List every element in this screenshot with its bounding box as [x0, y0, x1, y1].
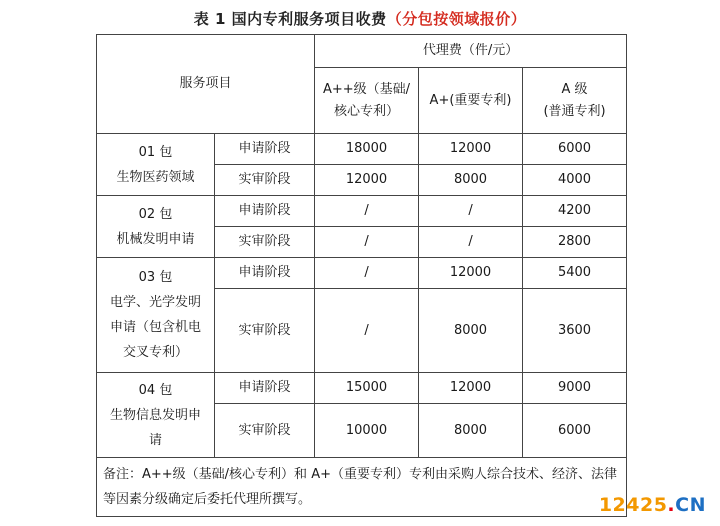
stage-cell: 实审阶段 — [215, 404, 315, 458]
price-cell: 5400 — [523, 258, 627, 289]
caption-highlight: （分包按领域报价） — [386, 10, 527, 28]
package-label-line: 请 — [148, 432, 162, 448]
watermark-cn: CN — [675, 494, 706, 516]
header-col-b-line2: (普通专利) — [543, 103, 606, 119]
header-col-a: A+(重要专利) — [419, 68, 523, 134]
stage-cell: 申请阶段 — [215, 196, 315, 227]
price-cell: 4000 — [523, 165, 627, 196]
package-label — [97, 373, 215, 458]
stage-cell: 实审阶段 — [215, 227, 315, 258]
package-label-line: 申请（包含机电 — [109, 320, 201, 335]
header-col-app — [315, 68, 419, 134]
price-cell: 4200 — [523, 196, 627, 227]
price-cell: 12000 — [315, 165, 419, 196]
price-cell: 9000 — [523, 373, 627, 404]
package-label-line: 01 包 — [138, 144, 173, 160]
header-col-app-line2: 核心专利） — [334, 103, 400, 119]
stage-cell: 申请阶段 — [215, 134, 315, 165]
table-note: 备注：A++级（基础/核心专利）和 A+（重要专利）专利由采购人综合技术、经济、法律等因素分级确定后委托代理所撰写。 — [97, 458, 627, 517]
header-col-b-line1: A 级 — [561, 81, 588, 97]
stage-cell: 申请阶段 — [215, 373, 315, 404]
price-cell: 2800 — [523, 227, 627, 258]
price-cell: 8000 — [419, 289, 523, 373]
site-watermark — [599, 494, 706, 516]
header-service-item: 服务项目 — [97, 35, 315, 134]
package-label-line: 生物医药领域 — [116, 169, 195, 185]
stage-cell: 申请阶段 — [215, 258, 315, 289]
header-col-b — [523, 68, 627, 134]
package-label-line: 交叉专利） — [122, 345, 188, 360]
price-cell: 8000 — [419, 404, 523, 458]
watermark-number: 12425 — [598, 494, 668, 516]
price-cell: 12000 — [419, 134, 523, 165]
stage-cell: 实审阶段 — [215, 289, 315, 373]
table-caption — [0, 8, 720, 29]
price-cell: 3600 — [523, 289, 627, 373]
watermark-dot: . — [667, 494, 676, 516]
price-cell: / — [419, 196, 523, 227]
fee-table — [96, 34, 627, 517]
package-label — [97, 196, 215, 258]
package-label-line: 04 包 — [138, 382, 173, 398]
header-col-app-line1: A++级（基础/ — [322, 81, 411, 97]
price-cell: / — [315, 196, 419, 227]
price-cell: 6000 — [523, 134, 627, 165]
price-cell: 6000 — [523, 404, 627, 458]
package-label-line: 02 包 — [138, 206, 173, 222]
price-cell: / — [315, 289, 419, 373]
price-cell: 12000 — [419, 258, 523, 289]
price-cell: 18000 — [315, 134, 419, 165]
price-cell: 10000 — [315, 404, 419, 458]
package-label-line: 电学、光学发明 — [109, 295, 201, 310]
header-agency-fee: 代理费（件/元） — [315, 35, 627, 68]
price-cell: / — [315, 258, 419, 289]
price-cell: 12000 — [419, 373, 523, 404]
package-label-line: 机械发明申请 — [116, 231, 195, 247]
package-label-line: 03 包 — [138, 270, 173, 285]
package-label-line: 生物信息发明申 — [109, 407, 201, 423]
stage-cell: 实审阶段 — [215, 165, 315, 196]
price-cell: / — [419, 227, 523, 258]
price-cell: / — [315, 227, 419, 258]
package-label — [97, 134, 215, 196]
package-label — [97, 258, 215, 373]
caption-title: 表 1 国内专利服务项目收费 — [193, 10, 387, 28]
price-cell: 8000 — [419, 165, 523, 196]
price-cell: 15000 — [315, 373, 419, 404]
